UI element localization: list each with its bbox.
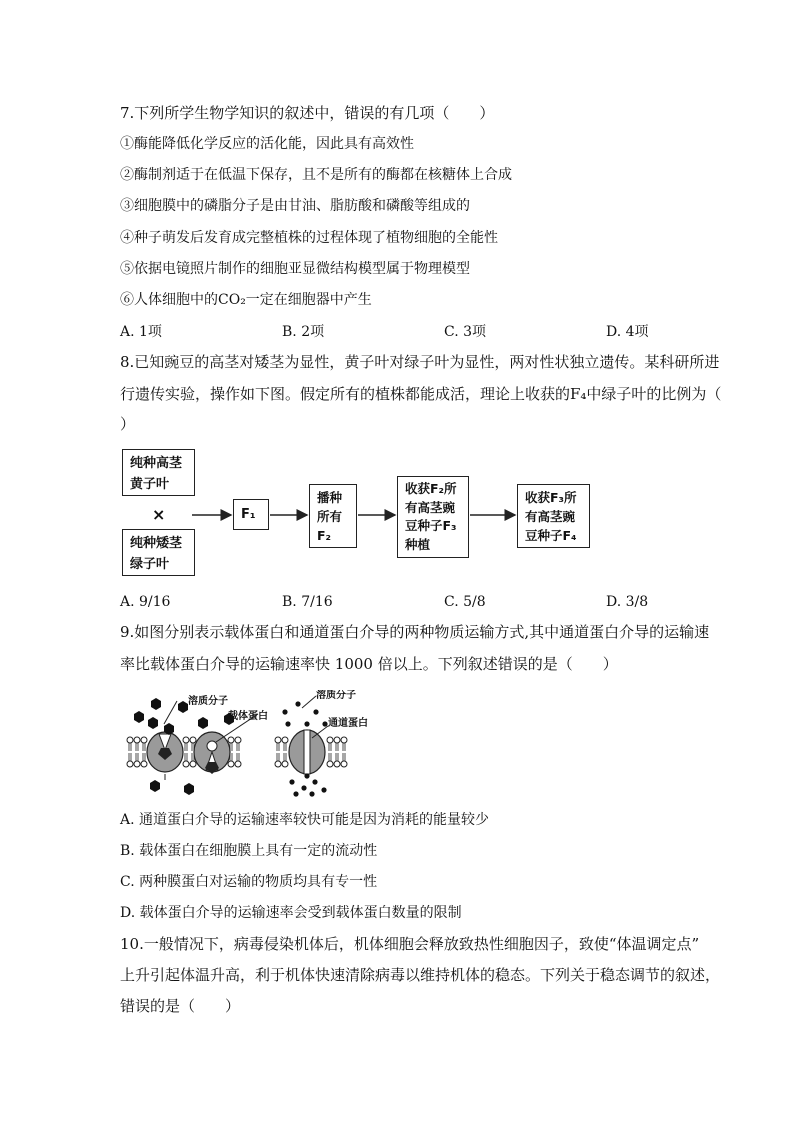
q9-option-c: C. 两种膜蛋白对运输的物质均具有专一性 [120,874,378,890]
flow-f2-box: 播种 所有 F₂ [309,484,357,548]
carrier-protein-2 [194,732,230,774]
flow-f1-box: F₁ [233,499,269,530]
q9-option-b: B. 载体蛋白在细胞膜上具有一定的流动性 [120,843,378,859]
label-solute-left: 溶质分子 [188,696,228,707]
q8-option-b: B. 7/16 [282,594,333,610]
q7-item-5: ⑤依据电镜照片制作的细胞亚显微结构模型属于物理模型 [120,261,470,277]
q9-stem-line2: 率比载体蛋白介导的运输速率快 1000 倍以上。下列叙述错误的是（ ） [120,655,618,673]
label-solute-right: 溶质分子 [316,690,356,701]
q10-line1: 10.一般情况下，病毒侵染机体后，机体细胞会释放致热性细胞因子，致使“体温调定点” [120,935,700,953]
q7-item-1: ①酶能降低化学反应的活化能，因此具有高效性 [120,136,414,152]
channel-protein [289,730,325,774]
label-channel-protein: 通道蛋白 [328,718,368,729]
q8-stem-line3: ） [120,415,136,433]
left-membrane [127,694,268,795]
q8-option-c: C. 5/8 [444,594,486,610]
q7-option-c: C. 3项 [444,324,487,340]
label-carrier-protein: 载体蛋白 [228,711,268,722]
q7-item-4: ④种子萌发后发育成完整植株的过程体现了植物细胞的全能性 [120,230,498,246]
q8-stem-line2: 行遗传实验，操作如下图。假定所有的植株都能成活，理论上收获的F₄中绿子叶的比例为（ [120,385,722,403]
flow-f4-box: 收获F₃所 有高茎豌 豆种子F₄ [517,484,590,548]
flow-cross-symbol: × [152,505,166,524]
q7-option-a: A. 1项 [120,324,162,340]
q7-option-b: B. 2项 [282,324,325,340]
q7-item-2: ②酶制剂适于在低温下保存，且不是所有的酶都在核糖体上合成 [120,167,512,183]
q9-stem-line1: 9.如图分别表示载体蛋白和通道蛋白介导的两种物质运输方式,其中通道蛋白介导的运输速 [120,623,710,641]
q7-option-d: D. 4项 [606,324,649,340]
q7-item-3: ③细胞膜中的磷脂分子是由甘油、脂肪酸和磷酸等组成的 [120,198,470,214]
carrier-protein-1 [147,732,183,772]
q7-stem: 7.下列所学生物学知识的叙述中，错误的有几项（ ） [120,104,495,122]
q9-option-a: A. 通道蛋白介导的运输速率较快可能是因为消耗的能量较少 [120,812,490,828]
pointer-solute-left [164,701,177,724]
q9-option-d: D. 载体蛋白介导的运输速率会受到载体蛋白数量的限制 [120,905,462,921]
right-membrane [275,690,368,797]
q7-item-6: ⑥人体细胞中的CO₂一定在细胞器中产生 [120,292,372,308]
flow-parent2-box: 纯种矮茎 绿子叶 [122,529,195,576]
flow-f3-box: 收获F₂所 有高茎豌 豆种子F₃ 种植 [397,476,469,558]
q9-transport-figure [120,690,380,802]
q8-stem-line1: 8.已知豌豆的高茎对矮茎为显性，黄子叶对绿子叶为显性，两对性状独立遗传。某科研所进 [120,353,720,371]
q8-option-d: D. 3/8 [606,594,649,610]
flow-parent1-box: 纯种高茎 黄子叶 [122,449,195,496]
q10-line3: 错误的是（ ） [120,997,241,1015]
q8-option-a: A. 9/16 [120,594,171,610]
q10-line2: 上升引起体温升高，利于机体快速清除病毒以维持机体的稳态。下列关于稳态调节的叙述， [120,966,721,984]
pointer-solute-right [302,696,316,708]
